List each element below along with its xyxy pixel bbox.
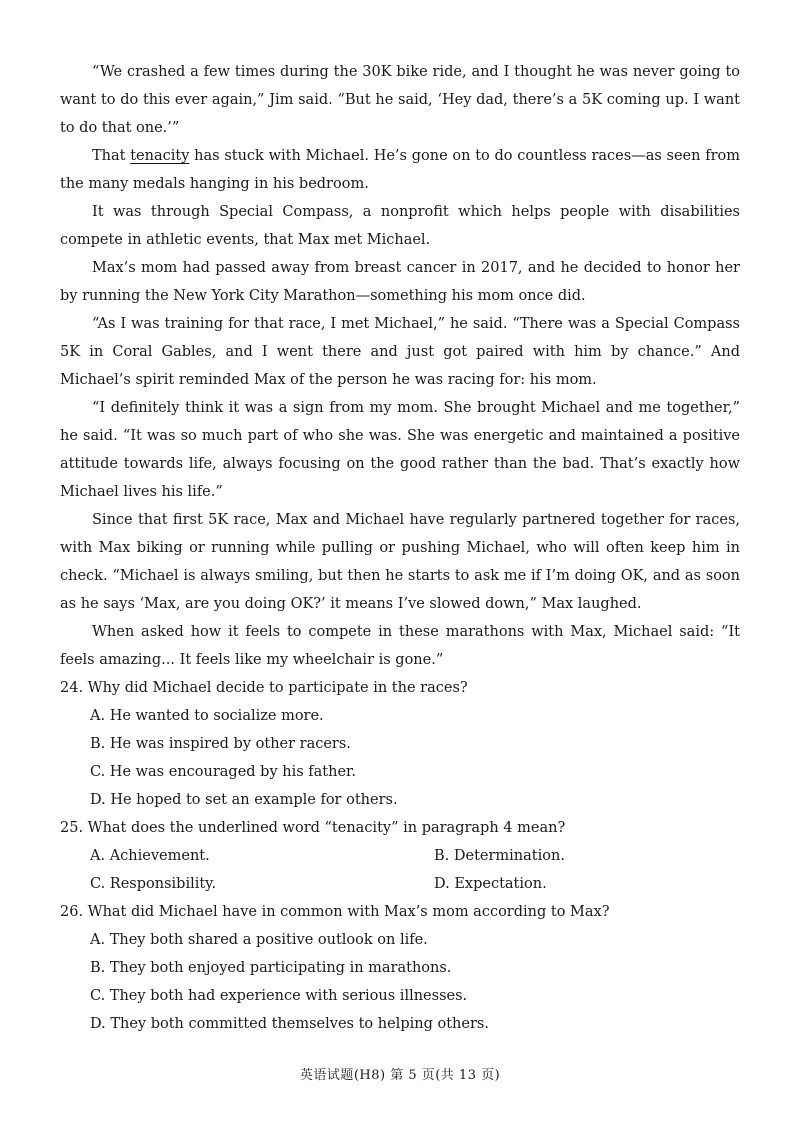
question-25: [60, 814, 740, 898]
question-24: [60, 674, 740, 814]
option-a: A. Achievement.: [90, 848, 210, 864]
option-c: C. They both had experience with serious illnesses.: [90, 988, 468, 1004]
page-footer: 英语试题(H8) 第 5 页(共 13 页): [299, 1068, 501, 1083]
question-26: [60, 898, 740, 1038]
paragraph: When asked how it feels to compete in these marathons with Max, Michael said: “It feels amazing... It feels like my wheelchair is gone.”: [60, 624, 740, 668]
paragraph: Since that first 5K race, Max and Michael have regularly partnered together for races, with Max biking or running while pulling or pushing Michael, who will often keep him in check. “Michael is always smiling, but then he starts to ask me if I’m doing OK, and as soon as he says ‘Max, are you doing OK?’ it means I’ve slowed down,” Max laughed.: [60, 512, 740, 612]
question-stem: 25. What does the underlined word “tenacity” in paragraph 4 mean?: [60, 820, 566, 836]
option-d: D. They both committed themselves to helping others.: [90, 1016, 489, 1032]
option-b: B. He was inspired by other racers.: [90, 736, 351, 752]
option-c: C. He was encouraged by his father.: [90, 764, 356, 780]
option-row: [90, 870, 740, 898]
paragraph-text: That: [92, 148, 131, 164]
underlined-word: tenacity: [130, 148, 190, 164]
option-b: B. They both enjoyed participating in marathons.: [90, 960, 452, 976]
paragraph-text: has stuck with Michael. He’s gone on to do countless races—as seen from the many medals hanging in his bedroom.: [60, 148, 741, 192]
option-d: D. Expectation.: [434, 876, 547, 892]
option-a: A. They both shared a positive outlook on life.: [90, 932, 428, 948]
option-a: A. He wanted to socialize more.: [90, 708, 324, 724]
paragraph: “As I was training for that race, I met Michael,” he said. “There was a Special Compass 5K in Coral Gables, and I went there and just got paired with him by chance.” And Michael’s spirit reminded Max of the person he was racing for: his mom.: [60, 316, 740, 388]
option-row: [90, 842, 740, 870]
question-stem: 26. What did Michael have in common with Max’s mom according to Max?: [60, 904, 610, 920]
paragraph: [60, 142, 740, 198]
paragraph: “I definitely think it was a sign from my mom. She brought Michael and me together,” he said. “It was so much part of who she was. She was energetic and maintained a positive attitude towards life, always focusing on the good rather than the bad. That’s exactly how Michael lives his life.”: [60, 400, 740, 500]
option-b: B. Determination.: [434, 848, 565, 864]
reading-passage: [60, 58, 740, 1038]
option-d: D. He hoped to set an example for others.: [90, 792, 398, 808]
paragraph: It was through Special Compass, a nonprofit which helps people with disabilities compete in athletic events, that Max met Michael.: [60, 204, 740, 248]
question-stem: 24. Why did Michael decide to participate in the races?: [60, 680, 468, 696]
paragraph: Max’s mom had passed away from breast cancer in 2017, and he decided to honor her by running the New York City Marathon—something his mom once did.: [60, 260, 740, 304]
paragraph: “We crashed a few times during the 30K bike ride, and I thought he was never going to want to do this ever again,” Jim said. “But he said, ‘Hey dad, there’s a 5K coming up. I want to do that one.’”: [60, 64, 740, 136]
option-c: C. Responsibility.: [90, 876, 217, 892]
